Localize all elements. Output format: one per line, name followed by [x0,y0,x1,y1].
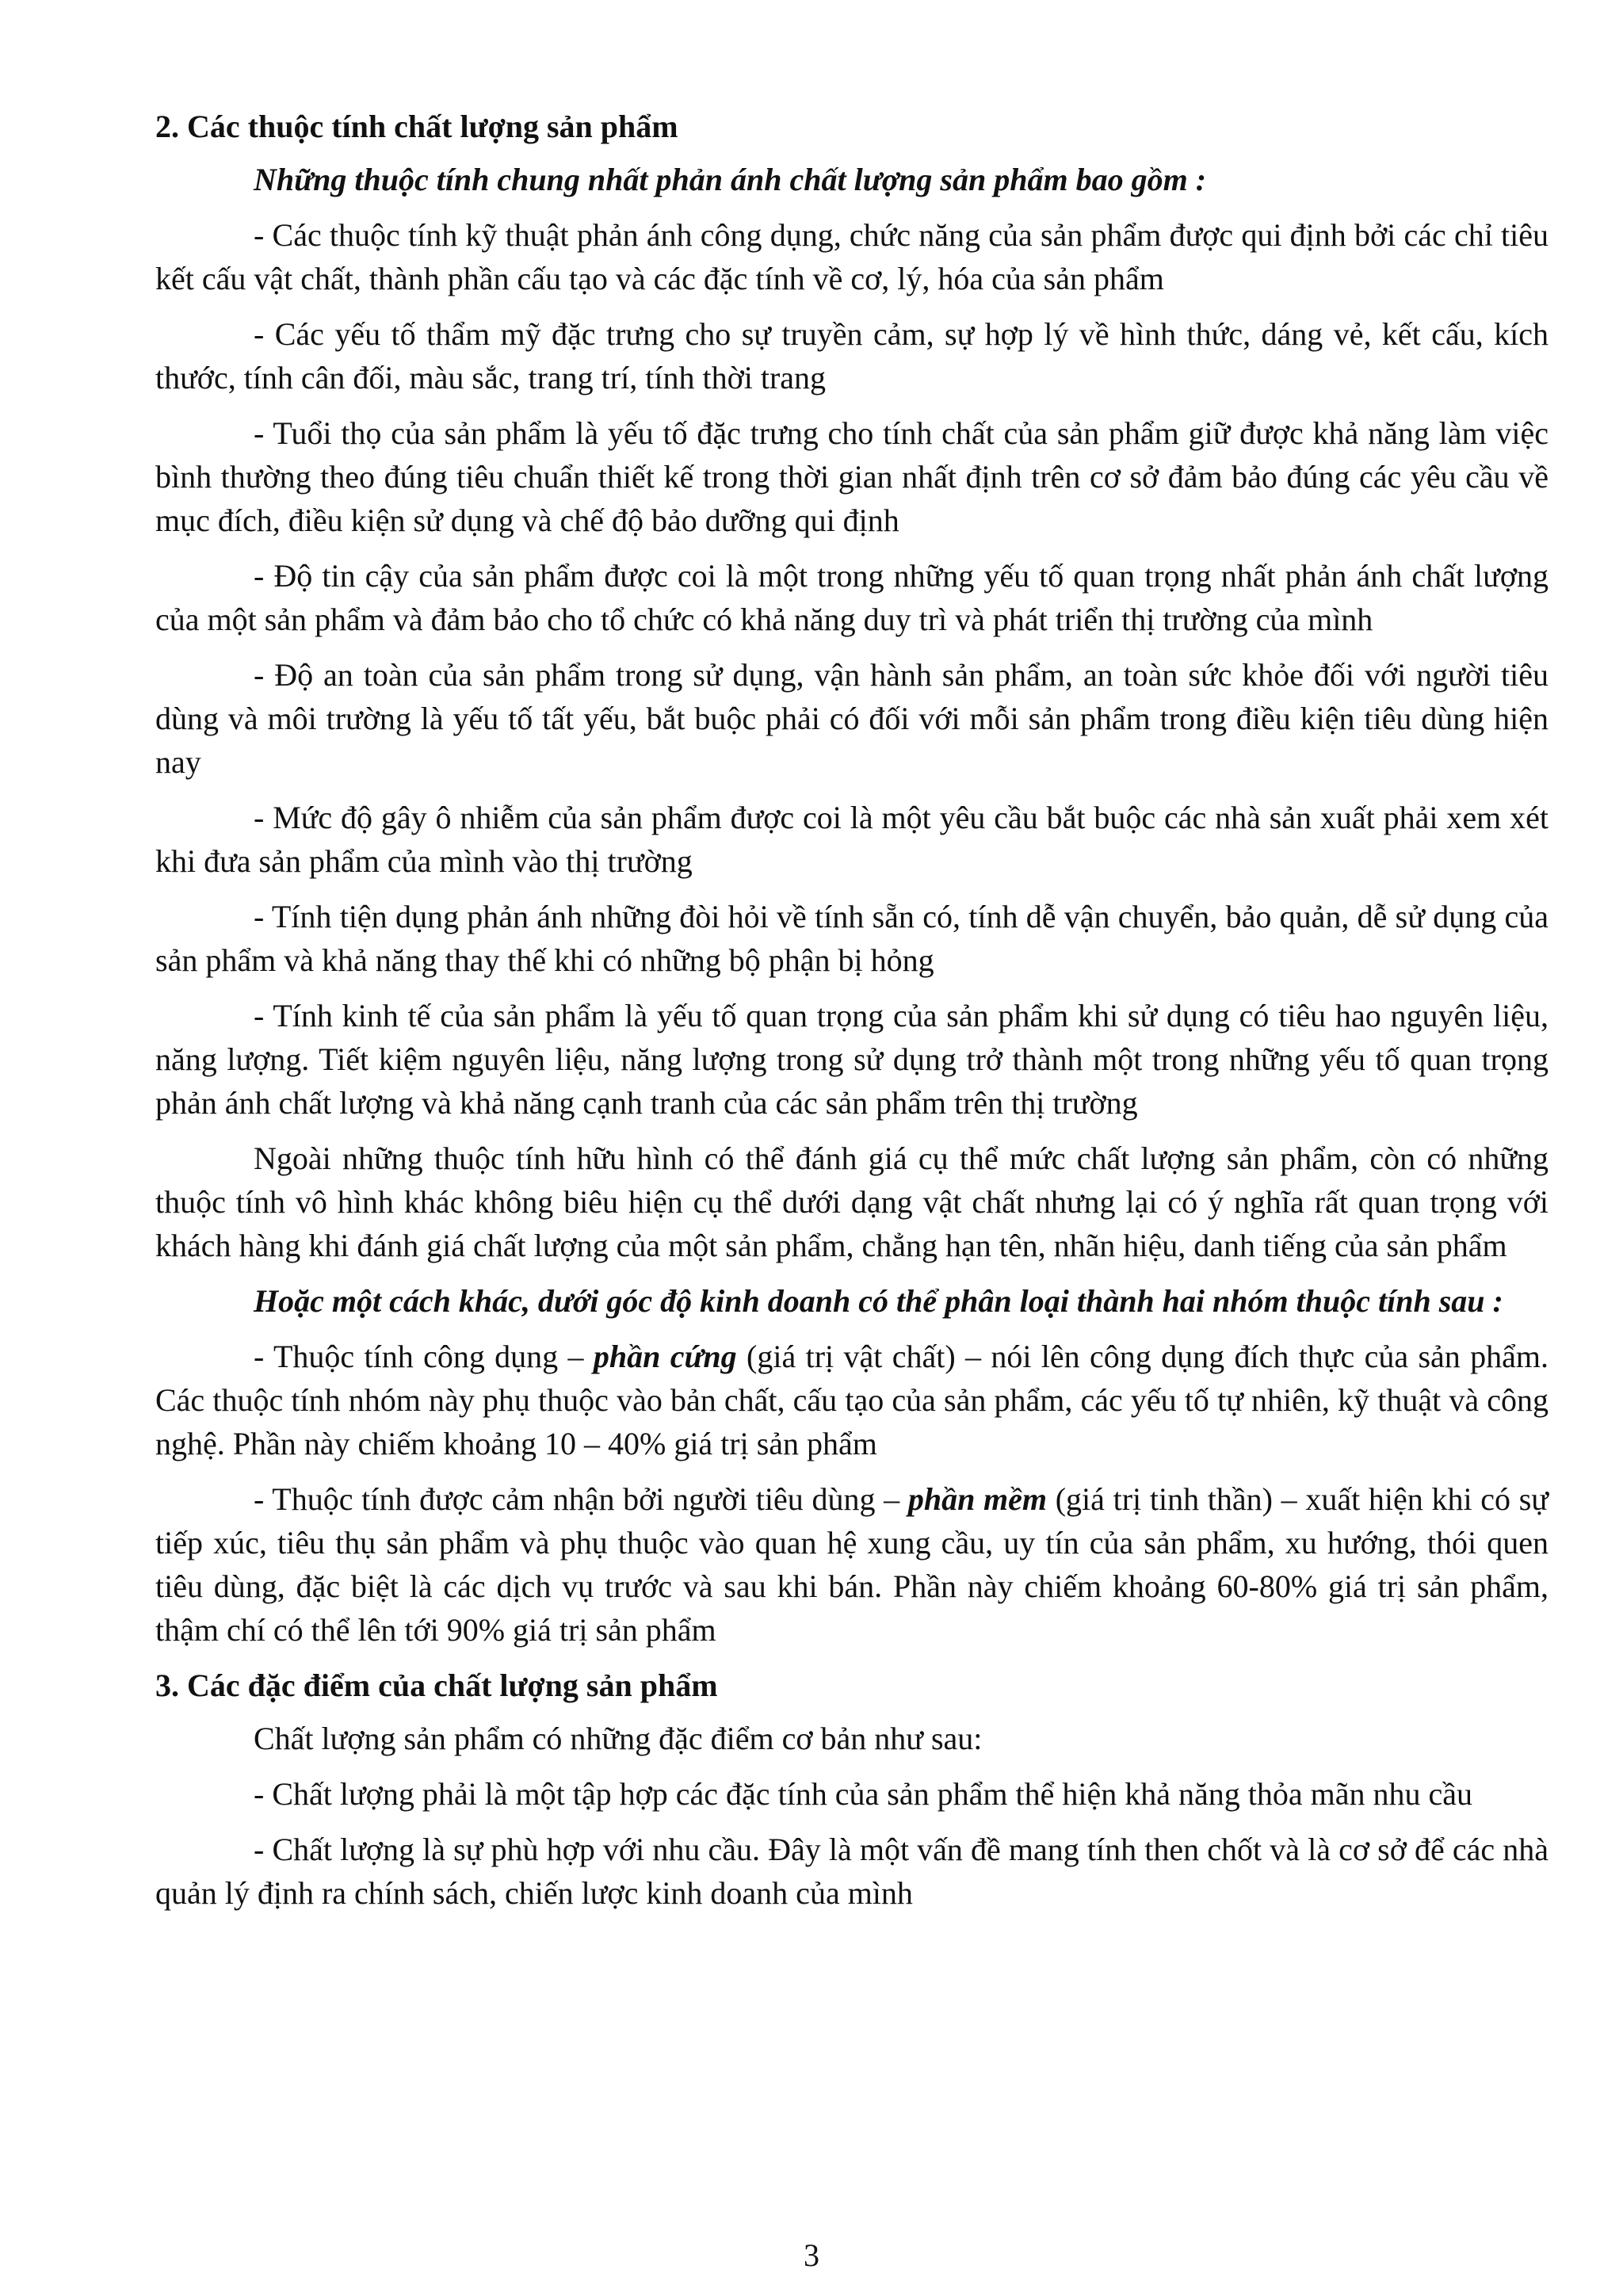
attribute-technical: - Các thuộc tính kỹ thuật phản ánh công dụng, chức năng của sản phẩm được qui định bởi các chỉ tiêu kết cấu vật chất, thành phần cấu tạo và các đặc tính về cơ, lý, hóa của sản phẩm [155,217,1549,296]
attribute-reliability: - Độ tin cậy của sản phẩm được coi là một trong những yếu tố quan trọng nhất phản ánh chất lượng của một sản phẩm và đảm bảo cho tổ chức có khả năng duy trì và phát triển thị trường của mình [155,558,1549,637]
document-page [155,105,1549,1927]
hardware-lead: - Thuộc tính công dụng – [254,1339,594,1374]
page-number: 3 [804,2237,819,2273]
intangible-attributes-paragraph: Ngoài những thuộc tính hữu hình có thể đánh giá cụ thể mức chất lượng sản phẩm, còn có những thuộc tính vô hình khác không biêu hiện cụ thể dưới dạng vật chất nhưng lại có ý nghĩa rất quan trọng với khách hàng khi đánh giá chất lượng của một sản phẩm, chẳng hạn tên, nhãn hiệu, danh tiếng của sản phẩm [155,1140,1549,1263]
attribute-aesthetic: - Các yếu tố thẩm mỹ đặc trưng cho sự truyền cảm, sự hợp lý về hình thức, dáng vẻ, kết cấu, kích thước, tính cân đối, màu sắc, trang trí, tính thời trang [155,316,1549,395]
hardware-attribute-paragraph [155,1335,1549,1465]
attribute-convenience: - Tính tiện dụng phản ánh những đòi hỏi về tính sẵn có, tính dễ vận chuyển, bảo quản, dễ sử dụng của sản phẩm và khả năng thay thế khi có những bộ phận bị hỏng [155,899,1549,978]
section-2-heading: 2. Các thuộc tính chất lượng sản phẩm [155,109,678,144]
characteristic-set-of-properties: - Chất lượng phải là một tập hợp các đặc tính của sản phẩm thể hiện khả năng thỏa mãn nhu cầu [254,1776,1472,1812]
software-rest: (giá trị tinh thần) – xuất hiện khi có sự tiếp xúc, tiêu thụ sản phẩm và phụ thuộc vào quan hệ xung cầu, uy tín của sản phẩm, xu hướng, thói quen tiêu dùng, đặc biệt là các dịch vụ trước và sau khi bán. Phần này chiếm khoảng 60-80% giá trị sản phẩm, thậm chí có thể lên tới 90% giá trị sản phẩm [155,1481,1549,1648]
characteristic-fit-to-needs: - Chất lượng là sự phù hợp với nhu cầu. Đây là một vấn đề mang tính then chốt và là cơ sở để các nhà quản lý định ra chính sách, chiến lược kinh doanh của mình [155,1832,1549,1911]
attribute-pollution: - Mức độ gây ô nhiễm của sản phẩm được coi là một yêu cầu bắt buộc các nhà sản xuất phải xem xét khi đưa sản phẩm của mình vào thị trường [155,800,1549,879]
section-2-intro: Những thuộc tính chung nhất phản ánh chất lượng sản phẩm bao gồm : [254,162,1207,197]
hardware-term: phần cứng [593,1339,737,1374]
section-3-intro: Chất lượng sản phẩm có những đặc điểm cơ bản như sau: [254,1721,983,1756]
business-perspective-intro: Hoặc một cách khác, dưới góc độ kinh doanh có thể phân loại thành hai nhóm thuộc tính sau : [254,1283,1503,1319]
attribute-economy: - Tính kinh tế của sản phẩm là yếu tố quan trọng của sản phẩm khi sử dụng có tiêu hao nguyên liệu, năng lượng. Tiết kiệm nguyên liệu, năng lượng trong sử dụng trở thành một trong những yếu tố quan trọng phản ánh chất lượng và khả năng cạnh tranh của các sản phẩm trên thị trường [155,998,1549,1121]
attribute-lifespan: - Tuổi thọ của sản phẩm là yếu tố đặc trưng cho tính chất của sản phẩm giữ được khả năng làm việc bình thường theo đúng tiêu chuẩn thiết kế trong thời gian nhất định trên cơ sở đảm bảo đúng các yêu cầu về mục đích, điều kiện sử dụng và chế độ bảo dưỡng qui định [155,415,1549,538]
hardware-rest: (giá trị vật chất) – nói lên công dụng đích thực của sản phẩm. Các thuộc tính nhóm này phụ thuộc vào bản chất, cấu tạo của sản phẩm, các yếu tố tự nhiên, kỹ thuật và công nghệ. Phần này chiếm khoảng 10 – 40% giá trị sản phẩm [155,1339,1549,1461]
software-attribute-paragraph [155,1477,1549,1652]
section-3-heading: 3. Các đặc điểm của chất lượng sản phẩm [155,1668,718,1703]
software-lead: - Thuộc tính được cảm nhận bởi người tiêu dùng – [254,1481,908,1517]
attribute-safety: - Độ an toàn của sản phẩm trong sử dụng, vận hành sản phẩm, an toàn sức khỏe đối với người tiêu dùng và môi trường là yếu tố tất yếu, bắt buộc phải có đối với mỗi sản phẩm trong điều kiện tiêu dùng hiện nay [155,657,1549,780]
software-term: phần mềm [907,1481,1048,1517]
